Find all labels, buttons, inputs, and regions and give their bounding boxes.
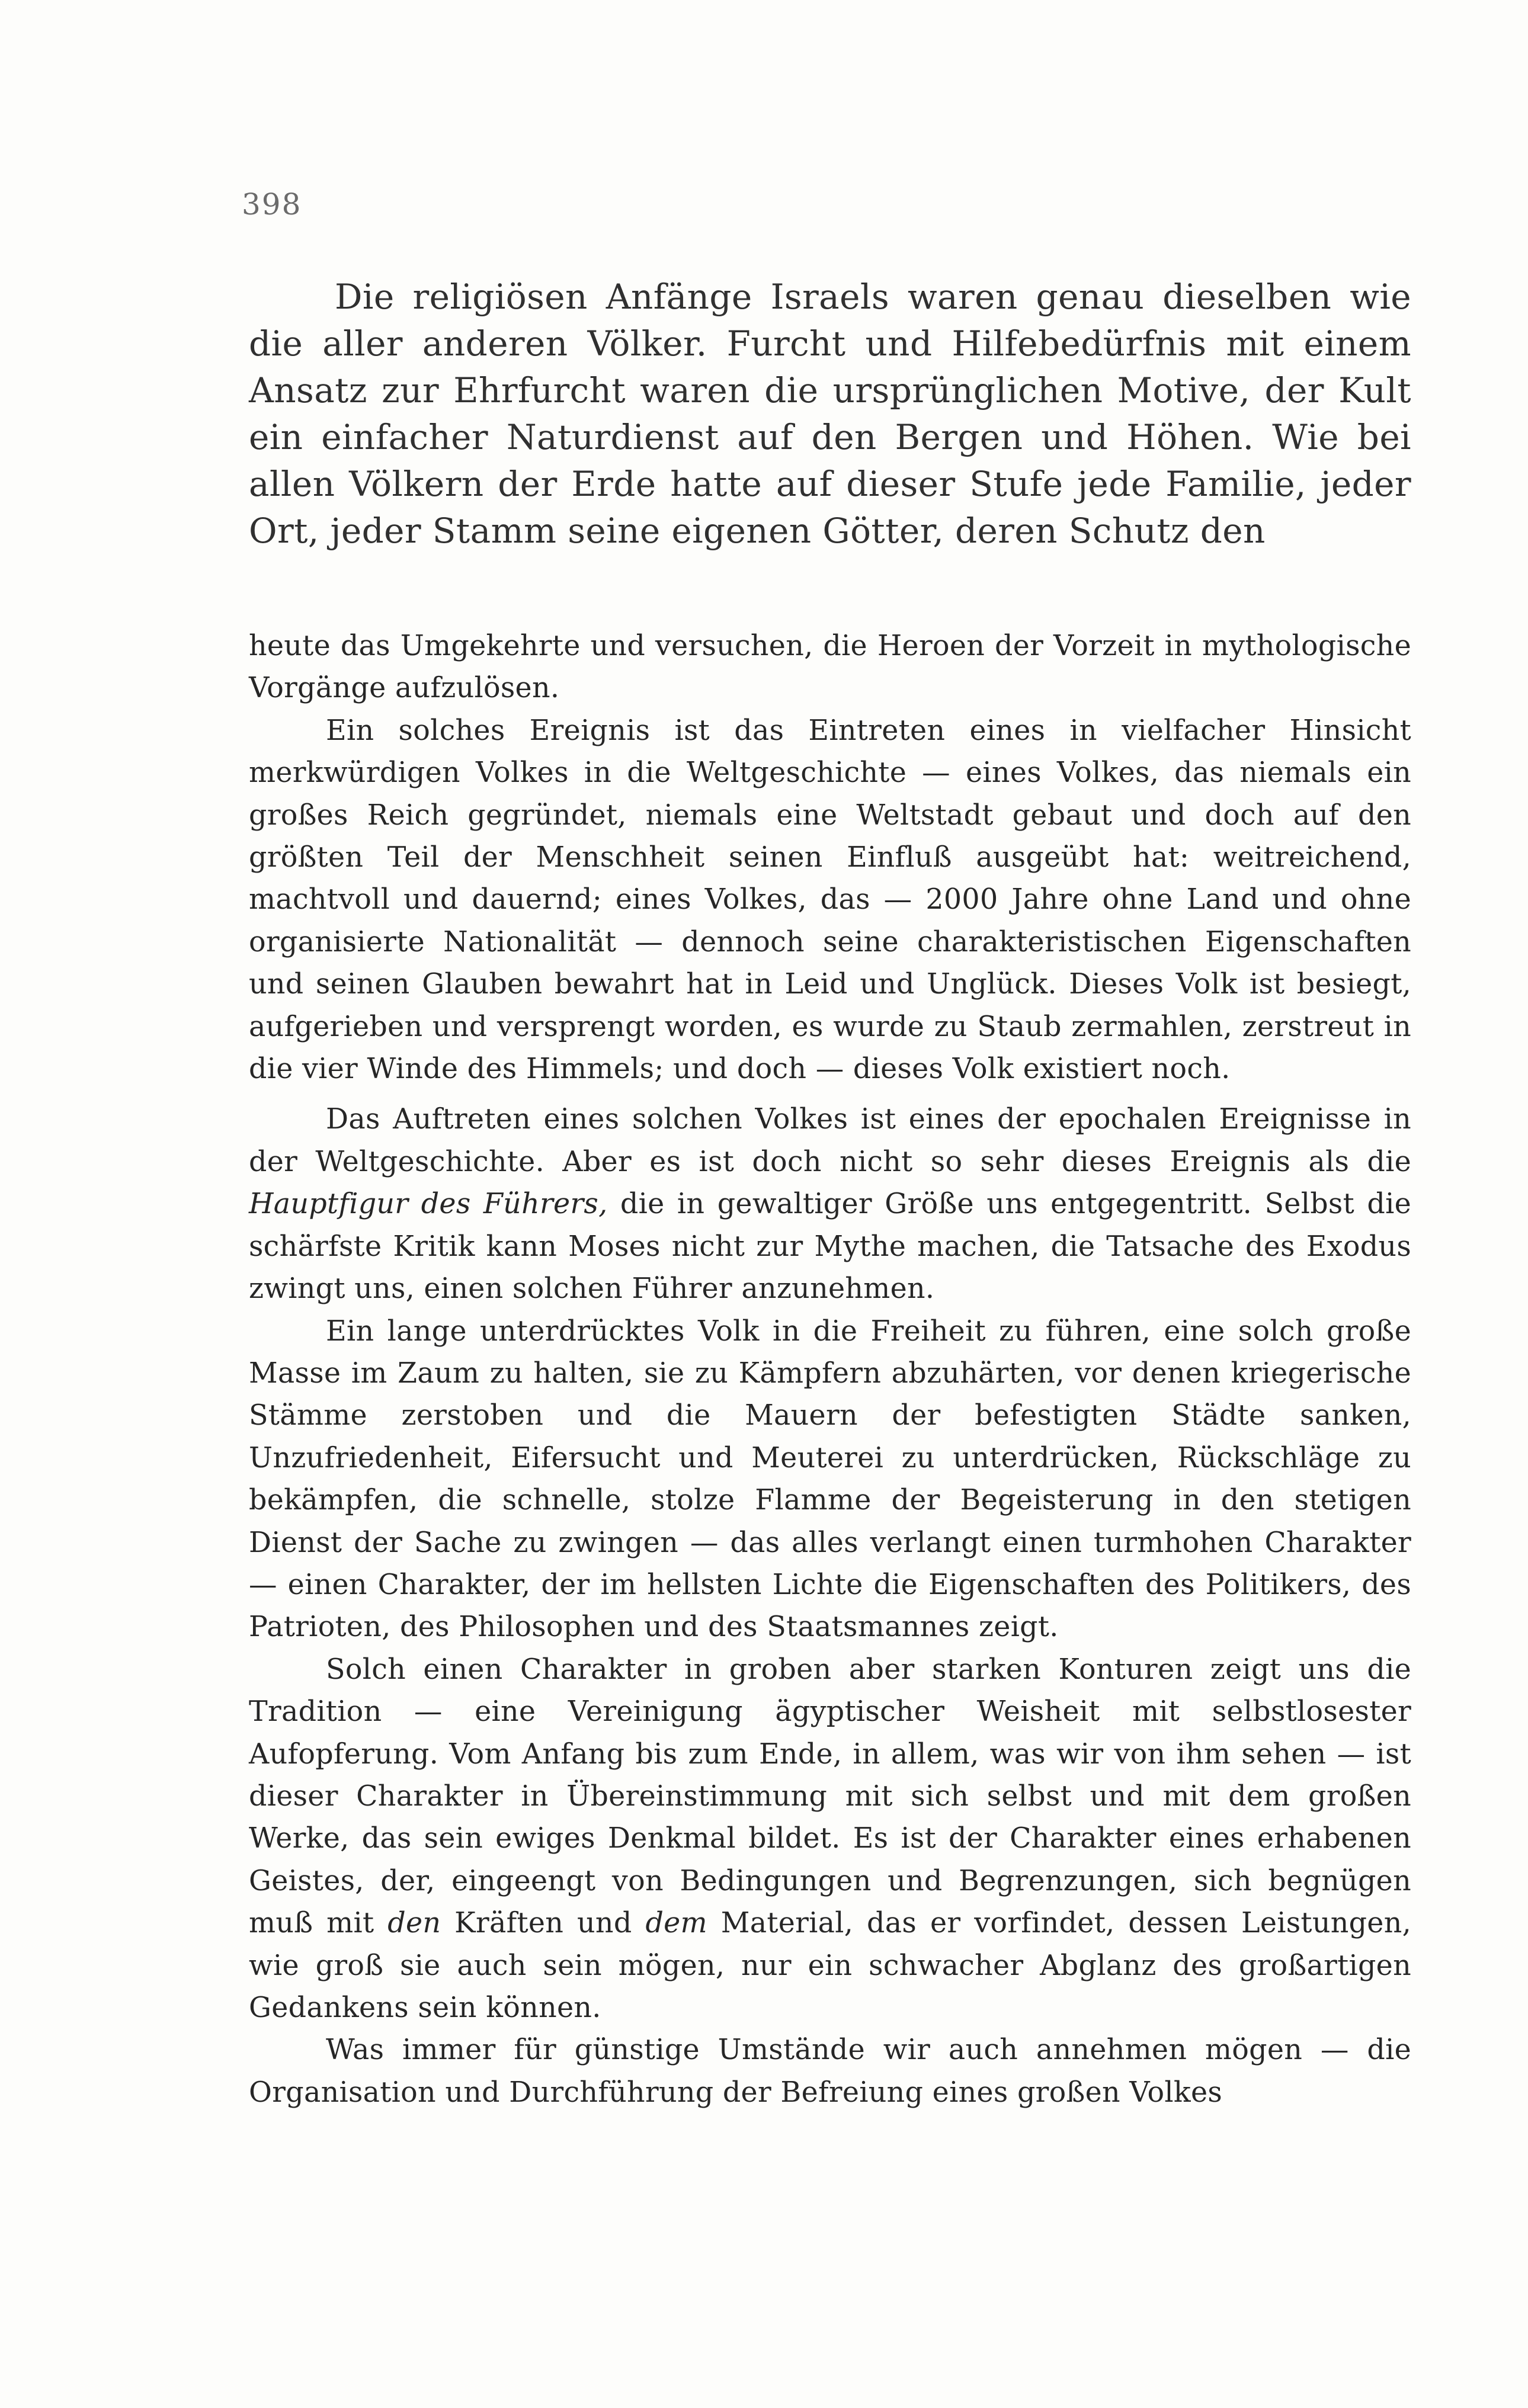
footnote-paragraph-umstaende: Was immer für günstige Umstände wir auch annehmen mögen — die Organisation und Durchführung der Befreiung eines großen Volkes [249, 2034, 1411, 2109]
emphasized-text: Hauptfigur des Führers, [249, 1188, 608, 1221]
main-text-block [249, 274, 1411, 554]
footnote-paragraph-unterdruecktes-volk: Ein lange unterdrücktes Volk in die Freiheit zu führen, eine solch große Masse im Zaum zu halten, sie zu Kämpfern abzuhärten, vor denen kriegerische Stämme zerstoben und die Mauern der befestigten Städte sanken, Unzufriedenheit, Eifersucht und Meuterei zu unterdrücken, Rückschläge zu bekämpfen, die schnelle, stolze Flamme der Begeisterung in den stetigen Dienst der Sache zu zwingen — das alles verlangt einen turmhohen Charakter — einen Charakter, der im hellsten Lichte die Eigenschaften des Politikers, des Patrioten, des Philosophen und des Staatsmannes zeigt. [249, 1314, 1411, 1644]
footnote-paragraph-charakter [249, 1649, 1411, 2029]
main-paragraph: Die religiösen Anfänge Israels waren genau dieselben wie die aller anderen Völker. Furcht und Hilfebedürfnis mit einem Ansatz zur Ehrfurcht waren die ursprünglichen Motive, der Kult ein einfacher Naturdienst auf den Bergen und Höhen. Wie bei allen Völkern der Erde hatte auf dieser Stufe jede Familie, jeder Ort, jeder Stamm seine eigenen Götter, deren Schutz den [249, 277, 1411, 551]
footnote-text-block [249, 625, 1411, 2114]
footnote-paragraph-volk: Ein solches Ereignis ist das Eintreten eines in vielfacher Hinsicht merkwürdigen Volkes in die Weltgeschichte — eines Volkes, das niemals ein großes Reich gegründet, niemals eine Weltstadt gebaut und doch auf den größten Teil der Menschheit seinen Einfluß ausgeübt hat: weitreichend, machtvoll und dauernd; eines Volkes, das — 2000 Jahre ohne Land und ohne organisierte Nationalität — dennoch seine charakteristischen Eigenschaften und seinen Glauben bewahrt hat in Leid und Unglück. Dieses Volk ist besiegt, aufgerieben und versprengt worden, es wurde zu Staub zermahlen, zerstreut in die vier Winde des Himmels; und doch — dieses Volk existiert noch. [249, 714, 1411, 1086]
page-number: 398 [242, 187, 302, 222]
emphasized-text: den [387, 1907, 441, 1940]
paragraph-text: Kräften und [441, 1907, 646, 1940]
paragraph-text: die in gewaltiger Größe uns entgegentritt. Selbst die schärfste Kritik kann Moses nicht zur Mythe machen, die Tatsache des Exodus zwingt uns, einen solchen Führer anzunehmen. [249, 1188, 1411, 1306]
footnote-paragraph-continuation: heute das Umgekehrte und versuchen, die Heroen der Vorzeit in mythologische Vorgänge aufzulösen. [249, 630, 1411, 705]
paragraph-text: Das Auftreten eines solchen Volkes ist eines der epochalen Ereignisse in der Weltgeschichte. Aber es ist doch nicht so sehr dieses Ereignis als die [249, 1103, 1411, 1178]
paragraph-text: Material, das er vorfindet, dessen Leistungen, wie groß sie auch sein mögen, nur ein schwacher Abglanz des großartigen Gedankens sein können. [249, 1907, 1412, 2024]
emphasized-text: dem [645, 1907, 707, 1940]
footnote-paragraph-auftreten [249, 1098, 1411, 1310]
paragraph-text: Solch einen Charakter in groben aber starken Konturen zeigt uns die Tradition — eine Vereinigung ägyptischer Weisheit mit selbstlosester Aufopferung. Vom Anfang bis zum Ende, in allem, was wir von ihm sehen — ist dieser Charakter in Übereinstimmung mit sich selbst und mit dem großen Werke, das sein ewiges Denkmal bildet. Es ist der Charakter eines erhabenen Geistes, der, eingeengt von Bedingungen und Begrenzungen, sich begnügen muß mit [249, 1653, 1411, 1940]
